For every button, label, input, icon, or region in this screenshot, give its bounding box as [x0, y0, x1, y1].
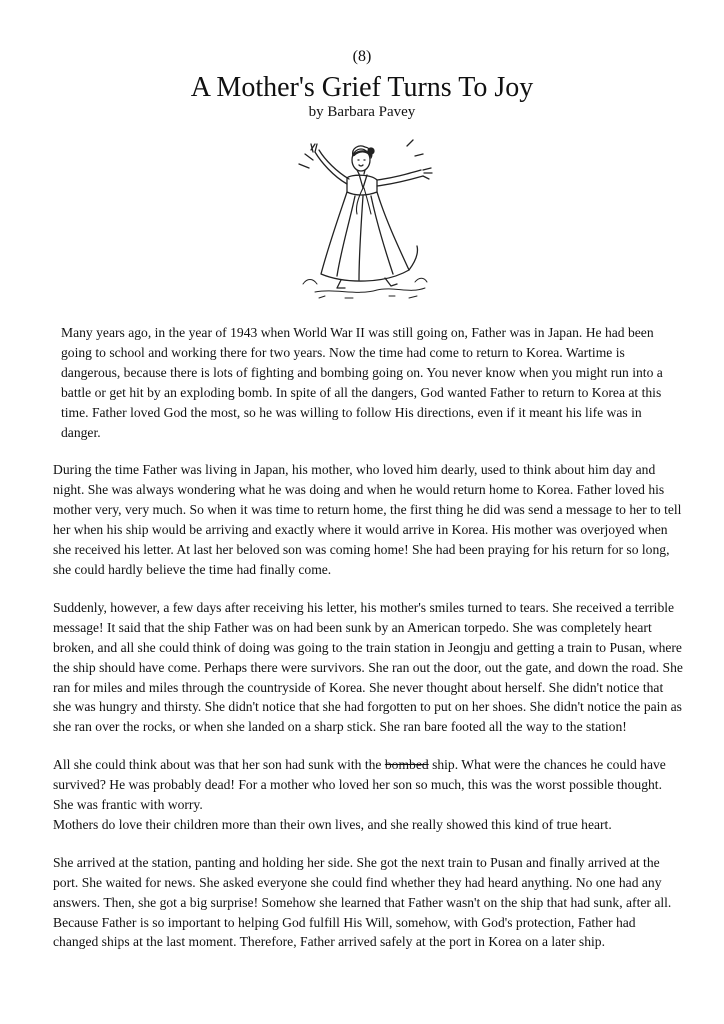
paragraph-1: Many years ago, in the year of 1943 when World War II was still going on, Father was in Japan. He had been going to school and working there for two years. Now the time had come to return to Korea. Wartime is dangerous, because there is lots of fighting and bombing going on. You never know when you might run into a battle or get hit by an exploding bomb. In spite of all the dangers, God wanted Father to return to Korea at this time. Father loved God the most, so he was willing to follow His directions, even if it meant his life was in danger.: [61, 325, 663, 440]
paragraph-4-text-end: ship. What were the chances he could have survived? He was probably dead! For a mother who loved her son so much, this was the worst possible thought. She was frantic with worry.: [53, 757, 666, 813]
byline: by Barbara Pavey: [308, 104, 416, 120]
woman-in-hanbok-running-icon: [285, 134, 445, 304]
page-number: (8): [352, 48, 372, 65]
paragraph-6: She arrived at the station, panting and holding her side. She got the next train to Pusan and finally arrived at the port. She waited for news. She asked everyone she could find whether they had heard anything. No one had any answers. Then, she got a big surprise! Somehow she learned that Father wasn't on the ship that had sunk, after all. Because Father is so important to helping God fulfill His Will, somehow, with God's protection, Father had changed ships at the last moment. Therefore, Father arrived safely at the port in Korea on a later ship.: [53, 854, 672, 950]
paragraph-4: [53, 755, 683, 815]
paragraph-4-text-start: All she could think about was that her son had sunk with the: [53, 757, 385, 773]
page-title: A Mother's Grief Turns To Joy: [190, 72, 534, 103]
struck-word: bombed: [384, 757, 429, 773]
story-body: [53, 323, 683, 970]
paragraph-3: Suddenly, however, a few days after receiving his letter, his mother's smiles turned to tears. She received a terrible message! It said that the ship Father was on had been sunk by an American torpedo. She was completely heart broken, and all she could think of doing was going to the train station in Jeongju and getting a train to Pusan, where the ship should have come. Perhaps there were survivors. She ran out the door, out the gate, and down the road. She ran for miles and miles through the countryside of Korea. She never thought about herself. She didn't notice that she was hungry and thirsty. She didn't notice that she had forgotten to put on her shoes. She didn't notice the pain as she ran over the rocks, or when she landed on a sharp stick. She ran bare footed all the way to the station!: [53, 599, 683, 735]
paragraph-5: Mothers do love their children more than their own lives, and she really showed this kind of true heart.: [53, 816, 612, 832]
paragraph-2: During the time Father was living in Japan, his mother, who loved him dearly, used to think about him day and night. She was always wondering what he was doing and when he would return home to Korea. Father loved his mother very, very much. So when it was time to return home, the first thing he did was send a message to her to tell her when his ship would be arriving and exactly where it would arrive in Korea. His mother was overjoyed when she received his letter. At last her beloved son was coming home! She had been praying for his return for so long, she could hardly believe the time had finally come.: [53, 462, 682, 577]
